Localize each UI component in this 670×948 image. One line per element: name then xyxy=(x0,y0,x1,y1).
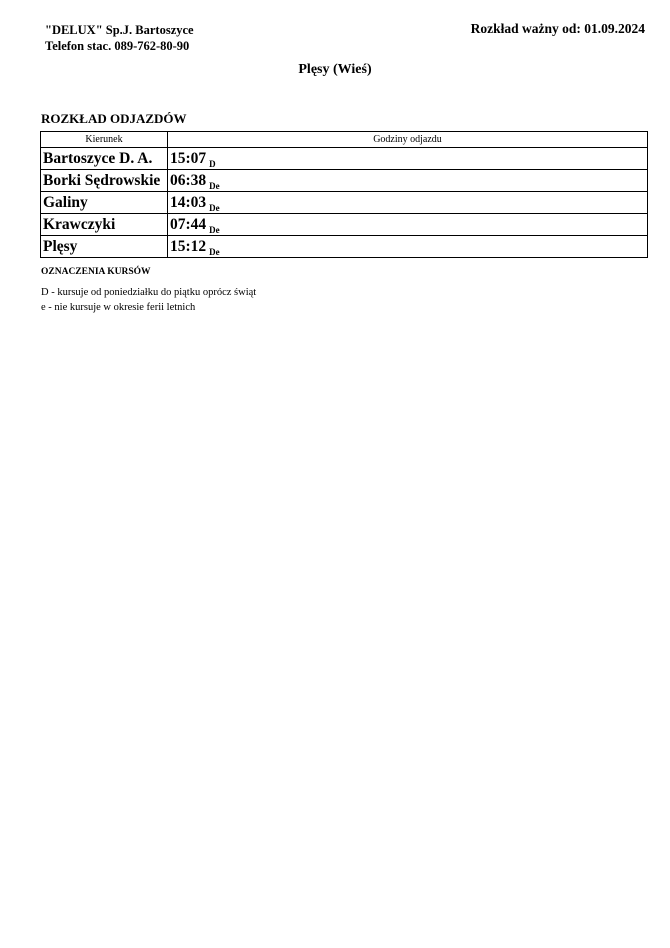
course-mark: De xyxy=(209,180,220,191)
times-cell xyxy=(168,192,648,214)
section-title: ROZKŁAD ODJAZDÓW xyxy=(41,111,187,126)
departure-time: 15:12 xyxy=(170,237,207,255)
departure-time: 14:03 xyxy=(170,193,207,211)
direction-cell: Galiny xyxy=(41,192,168,214)
legend-title: OZNACZENIA KURSÓW xyxy=(41,267,151,277)
company-name: "DELUX" Sp.J. Bartoszyce xyxy=(45,23,194,37)
legend xyxy=(41,285,256,315)
table-row xyxy=(41,170,648,192)
course-mark: De xyxy=(209,224,220,235)
table-row xyxy=(41,214,648,236)
departure-time: 06:38 xyxy=(170,171,207,189)
times-cell xyxy=(168,148,648,170)
column-header-times: Godziny odjazdu xyxy=(168,132,648,148)
direction-cell: Plęsy xyxy=(41,236,168,258)
column-header-direction: Kierunek xyxy=(41,132,168,148)
table-row xyxy=(41,148,648,170)
table-row xyxy=(41,192,648,214)
course-mark: De xyxy=(209,246,220,257)
table-row xyxy=(41,236,648,258)
company-info xyxy=(45,22,194,54)
valid-from-date: Rozkład ważny od: 01.09.2024 xyxy=(470,21,645,36)
company-phone: Telefon stac. 089-762-80-90 xyxy=(45,39,190,53)
legend-item: e - nie kursuje w okresie ferii letnich xyxy=(41,302,196,313)
departure-time: 15:07 xyxy=(170,149,207,167)
legend-item: D - kursuje od poniedziałku do piątku oprócz świąt xyxy=(41,287,257,298)
times-cell xyxy=(168,170,648,192)
times-cell xyxy=(168,214,648,236)
course-mark: D xyxy=(209,158,216,169)
direction-cell: Bartoszyce D. A. xyxy=(41,148,168,170)
direction-cell: Krawczyki xyxy=(41,214,168,236)
times-cell xyxy=(168,236,648,258)
course-mark: De xyxy=(209,202,220,213)
direction-cell: Borki Sędrowskie xyxy=(41,170,168,192)
table-header-row xyxy=(41,132,648,148)
departure-time: 07:44 xyxy=(170,215,207,233)
stop-title: Plęsy (Wieś) xyxy=(298,62,372,77)
departures-table xyxy=(40,131,648,258)
